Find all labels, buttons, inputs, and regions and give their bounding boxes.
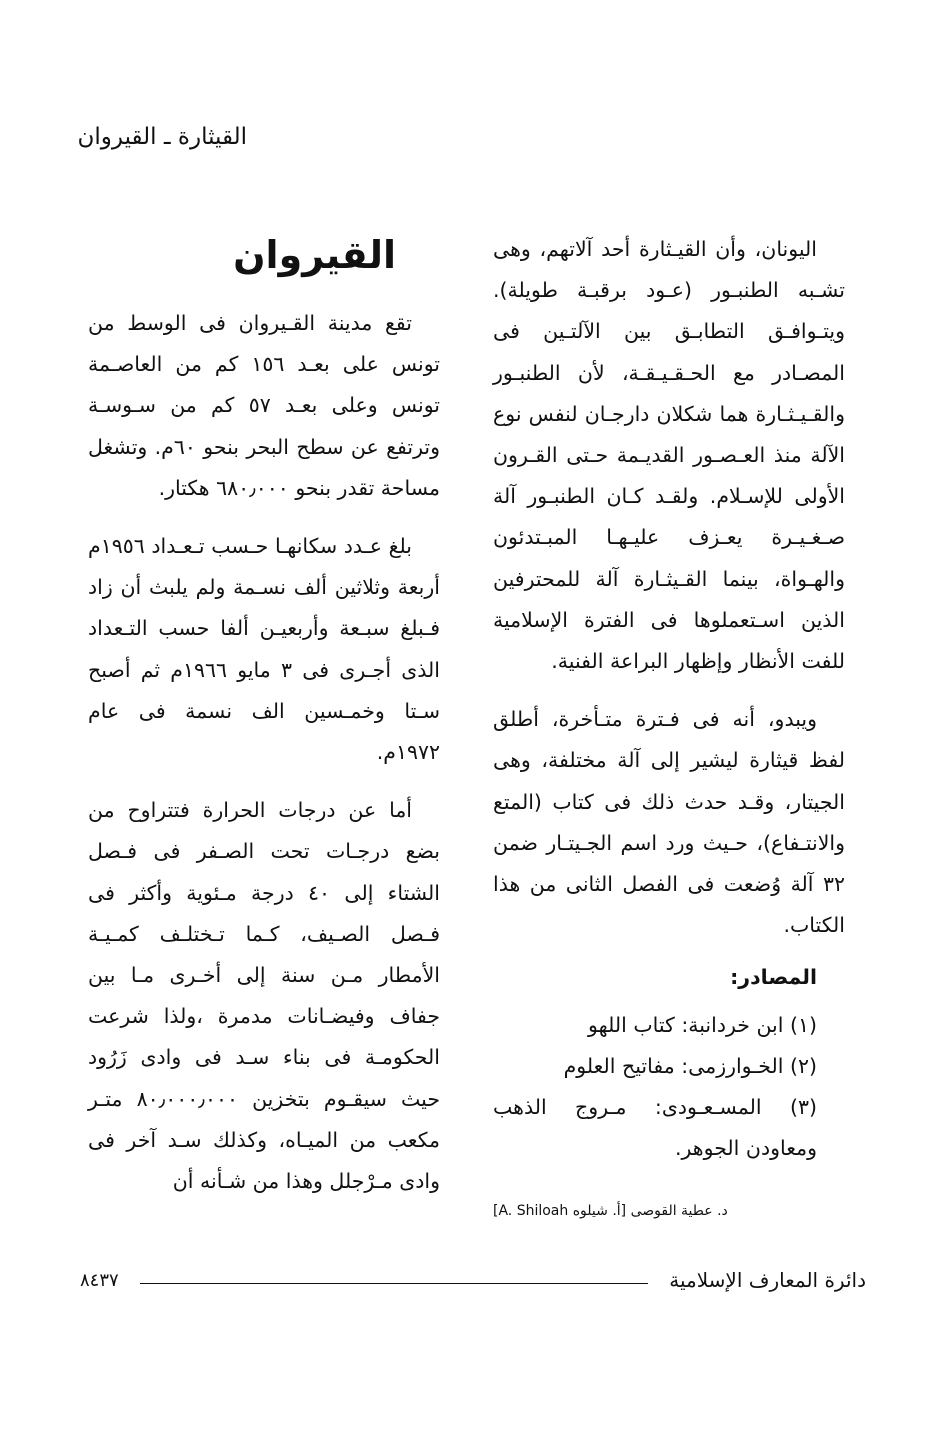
footer-publication-title: دائرة المعارف الإسلامية — [669, 1268, 866, 1292]
sources-list — [493, 1005, 845, 1170]
left-column — [88, 229, 440, 1219]
running-head: القيثارة ـ القيروان — [77, 124, 247, 150]
left-paragraph-2: بلغ عـدد سكانهـا حـسب تـعـداد ١٩٥٦م أربعة وثلاثين ألف نسـمة ولم يلبث أن زاد فـبلغ سبـعة وأربعيـن ألفا حسب التـعداد الذى أجـرى فى ٣ مايو ١٩٦٦م ثم أصبح سـتا وخمـسين الف نسمة فى عام ١٩٧٢م. — [88, 534, 440, 765]
sources-heading: المصادر: — [730, 965, 817, 990]
left-paragraph-1: تقع مدينة القـيروان فى الوسط من تونس على بعـد ١٥٦ كم من العاصـمة تونس وعلى بعـد ٥٧ كم من سـوسـة وترتفع عن سطح البحر بنحو ٦٠م. وتشغل مساحة تقدر بنحو ٦٨٠٫٠٠٠ هكتار. — [88, 311, 441, 500]
author-attribution: د. عطية القوصى [أ. شيلوه A. Shiloah] — [493, 1203, 728, 1219]
page-footer — [80, 1268, 866, 1296]
footer-rule — [140, 1283, 648, 1284]
article-title: القيروان — [233, 233, 396, 277]
source-item-2: (٢) الخـوارزمى: مفاتيح العلوم — [563, 1053, 817, 1078]
source-item-1: (١) ابن خردانبة: كتاب اللهو — [588, 1012, 817, 1037]
right-column — [493, 229, 845, 1169]
left-paragraph-3: أما عن درجات الحرارة فتتراوح من بضع درجـات تحت الصـفر فى فـصل الشتاء إلى ٤٠ درجة مـئوية وأكثر فى فـصل الصـيف، كـما تـختلـف كمـيـة الأمطار مـن سنة إلى أخـرى مـا بين جفاف وفيضـانات مدمرة ،ولذا شرعت الحكومـة فى بناء سـد فى وادى زَرُود حيث سيقـوم بتخزين ٨٠٫٠٠٠٫٠٠٠ متـر مكعب من الميـاه، وكذلك سـد آخر فى وادى مـرْجلل وهذا من شـأنه أن — [88, 798, 441, 1194]
right-paragraph-1: اليونان، وأن القيـثارة أحد آلاتهم، وهى تشـبه الطنبـور (عـود برقبـة طويلة). ويتـوافـق التطابـق بين الآلتـين فى المصـادر مع الحـقـيـقـة، لأن الطنبـور والقـيـثـارة هما شكلان دارجـان لنفس نوع الآلة منذ العـصـور القديـمة حـتى القـرون الأولى للإسـلام. ولقـد كـان الطنبـور آلة صـغـيـرة يعـزف عليـهـا المبـتدئون والهـواة، بينما القـيثـارة آلة للمحترفين الذين اسـتعملوها فى الفترة الإسلامية للفت الأنظار وإظهار البراعة الفنية. — [493, 237, 845, 674]
page-number: ٨٤٣٧ — [80, 1270, 119, 1291]
source-item-3: (٣) المسـعـودى: مـروج الذهب ومعاودن الجوهر. — [493, 1095, 817, 1161]
right-paragraph-2: ويبدو، أنه فى فـترة متـأخرة، أطلق لفظ قيثارة ليشير إلى آلة مختلفة، وهى الجيتار، وقـد حدث ذلك فى كتاب (المتع والانتـفاع)، حـيث ورد اسم الجـيتـار ضمن ٣٢ آلة وُضعت فى الفصل الثانى من هذا الكتاب. — [493, 707, 845, 938]
